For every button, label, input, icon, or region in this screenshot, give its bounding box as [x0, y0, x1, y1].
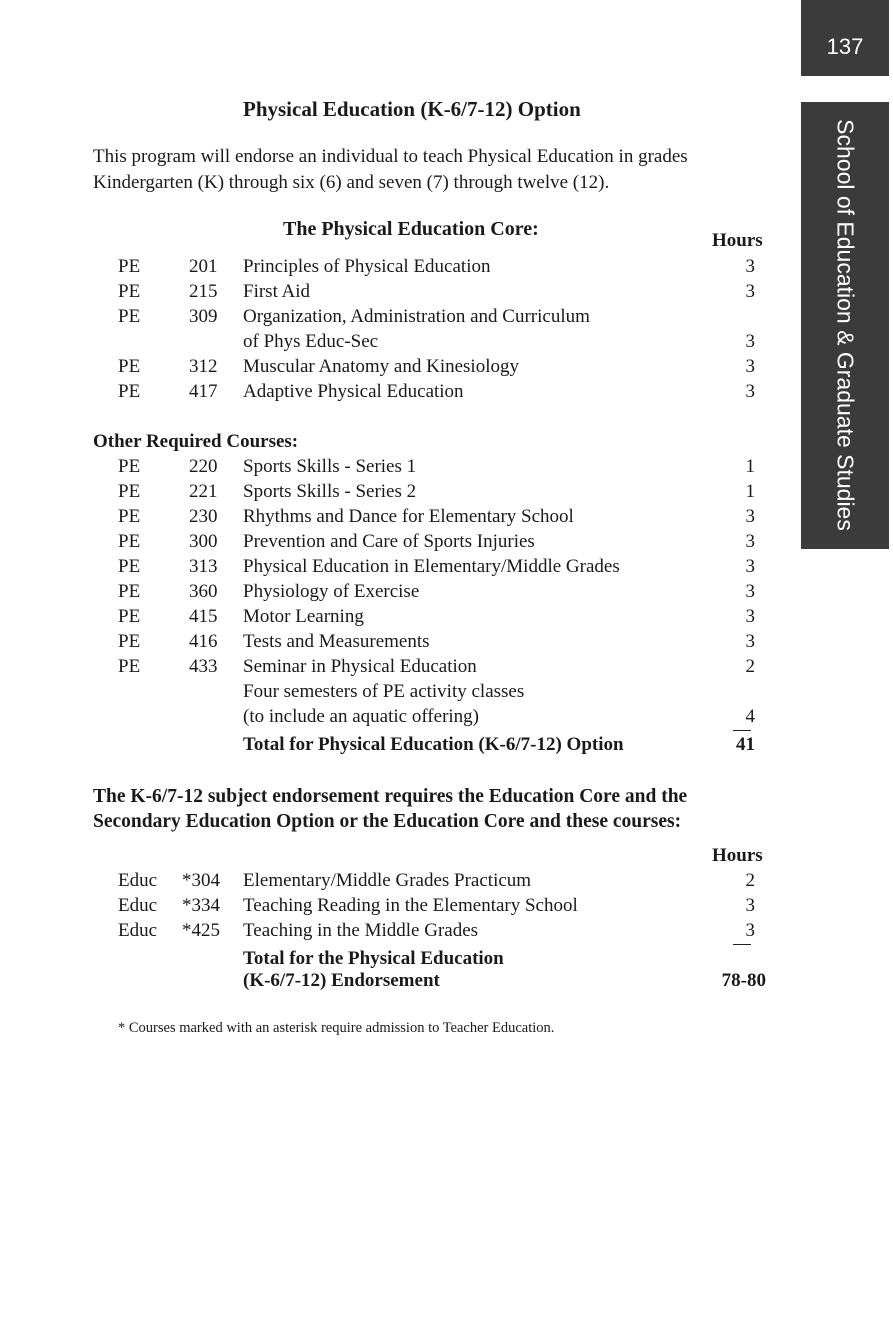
course-number: *304: [182, 870, 220, 891]
course-number: 220: [189, 456, 218, 477]
course-hours: 3: [745, 256, 755, 277]
option-total-label: Total for Physical Education (K-6/7-12) Option: [243, 734, 624, 755]
course-number: 309: [189, 306, 218, 327]
other-heading: Other Required Courses:: [93, 431, 299, 452]
course-hours: 3: [745, 356, 755, 377]
endorsement-note-line-1: The K-6/7-12 subject endorsement requires the Education Core and the: [93, 786, 688, 807]
course-hours: 3: [745, 556, 755, 577]
course-title: Physical Education in Elementary/Middle Grades: [243, 556, 620, 577]
course-hours: 3: [745, 581, 755, 602]
course-dept: PE: [118, 531, 141, 552]
course-dept: PE: [118, 281, 141, 302]
course-title: Prevention and Care of Sports Injuries: [243, 531, 535, 552]
course-number: 313: [189, 556, 218, 577]
course-number: 360: [189, 581, 218, 602]
course-title: Organization, Administration and Curriculum: [243, 306, 590, 327]
page-title: Physical Education (K-6/7-12) Option: [243, 97, 581, 121]
course-hours: 3: [745, 531, 755, 552]
course-hours: 3: [745, 895, 755, 916]
course-number: 215: [189, 281, 218, 302]
intro-line-1: This program will endorse an individual to teach Physical Education in grades: [93, 146, 688, 167]
sum-rule: [733, 944, 751, 945]
course-hours: 3: [745, 631, 755, 652]
endorsement-total-label-2: (K-6/7-12) Endorsement: [243, 970, 440, 991]
footnote: * Courses marked with an asterisk require admission to Teacher Education.: [118, 1020, 555, 1036]
course-number: 312: [189, 356, 218, 377]
course-number: 433: [189, 656, 218, 677]
endorsement-total-label-1: Total for the Physical Education: [243, 948, 504, 969]
course-dept: PE: [118, 456, 141, 477]
course-dept: PE: [118, 256, 141, 277]
course-hours: 3: [745, 920, 755, 941]
course-dept: PE: [118, 631, 141, 652]
course-hours: 3: [745, 381, 755, 402]
course-dept: PE: [118, 606, 141, 627]
course-number: 221: [189, 481, 218, 502]
course-title: Muscular Anatomy and Kinesiology: [243, 356, 519, 377]
course-dept: Educ: [118, 920, 158, 941]
course-title: Principles of Physical Education: [243, 256, 491, 277]
activity-line-1: Four semesters of PE activity classes: [243, 681, 525, 702]
course-title: Tests and Measurements: [243, 631, 430, 652]
endorsement-total-hours: 78-80: [721, 970, 766, 991]
course-hours: 3: [745, 606, 755, 627]
section-side-tab-label: School of Education & Graduate Studies: [832, 119, 859, 531]
course-hours: 2: [745, 870, 755, 891]
activity-line-2: (to include an aquatic offering): [243, 706, 479, 727]
activity-hours: 4: [745, 706, 755, 727]
course-hours: 3: [745, 506, 755, 527]
course-number: 416: [189, 631, 218, 652]
course-number: 300: [189, 531, 218, 552]
course-number: 415: [189, 606, 218, 627]
section-side-tab: [801, 102, 889, 549]
course-title: Physiology of Exercise: [243, 581, 420, 602]
course-title: First Aid: [243, 281, 311, 302]
course-dept: Educ: [118, 895, 158, 916]
course-title: Seminar in Physical Education: [243, 656, 477, 677]
course-dept: Educ: [118, 870, 158, 891]
course-dept: PE: [118, 506, 141, 527]
course-title: Sports Skills - Series 1: [243, 456, 417, 477]
course-title: Rhythms and Dance for Elementary School: [243, 506, 574, 527]
course-title: Teaching Reading in the Elementary School: [243, 895, 578, 916]
intro-line-2: Kindergarten (K) through six (6) and seven (7) through twelve (12).: [93, 172, 610, 193]
core-hours-label: Hours: [712, 230, 763, 251]
course-number: *334: [182, 895, 220, 916]
endorsement-hours-label: Hours: [712, 845, 763, 866]
course-dept: PE: [118, 306, 141, 327]
course-title: Motor Learning: [243, 606, 364, 627]
course-dept: PE: [118, 556, 141, 577]
course-title: Elementary/Middle Grades Practicum: [243, 870, 532, 891]
sum-rule: [733, 730, 751, 731]
core-heading: The Physical Education Core:: [283, 218, 539, 240]
course-number: *425: [182, 920, 220, 941]
course-hours: 3: [745, 331, 755, 352]
course-title: Sports Skills - Series 2: [243, 481, 417, 502]
course-hours: 2: [745, 656, 755, 677]
course-dept: PE: [118, 481, 141, 502]
option-total-hours: 41: [736, 734, 755, 755]
course-dept: PE: [118, 581, 141, 602]
course-title-continued: of Phys Educ-Sec: [243, 331, 379, 352]
course-dept: PE: [118, 381, 141, 402]
course-hours: 1: [745, 481, 755, 502]
course-dept: PE: [118, 356, 141, 377]
course-title: Teaching in the Middle Grades: [243, 920, 479, 941]
course-hours: 1: [745, 456, 755, 477]
course-title: Adaptive Physical Education: [243, 381, 464, 402]
course-number: 417: [189, 381, 218, 402]
course-number: 230: [189, 506, 218, 527]
course-hours: 3: [745, 281, 755, 302]
endorsement-note-line-2: Secondary Education Option or the Education Core and these courses:: [93, 811, 682, 832]
page-number: 137: [826, 34, 864, 59]
course-number: 201: [189, 256, 218, 277]
course-dept: PE: [118, 656, 141, 677]
page-number-tab: [801, 0, 889, 76]
